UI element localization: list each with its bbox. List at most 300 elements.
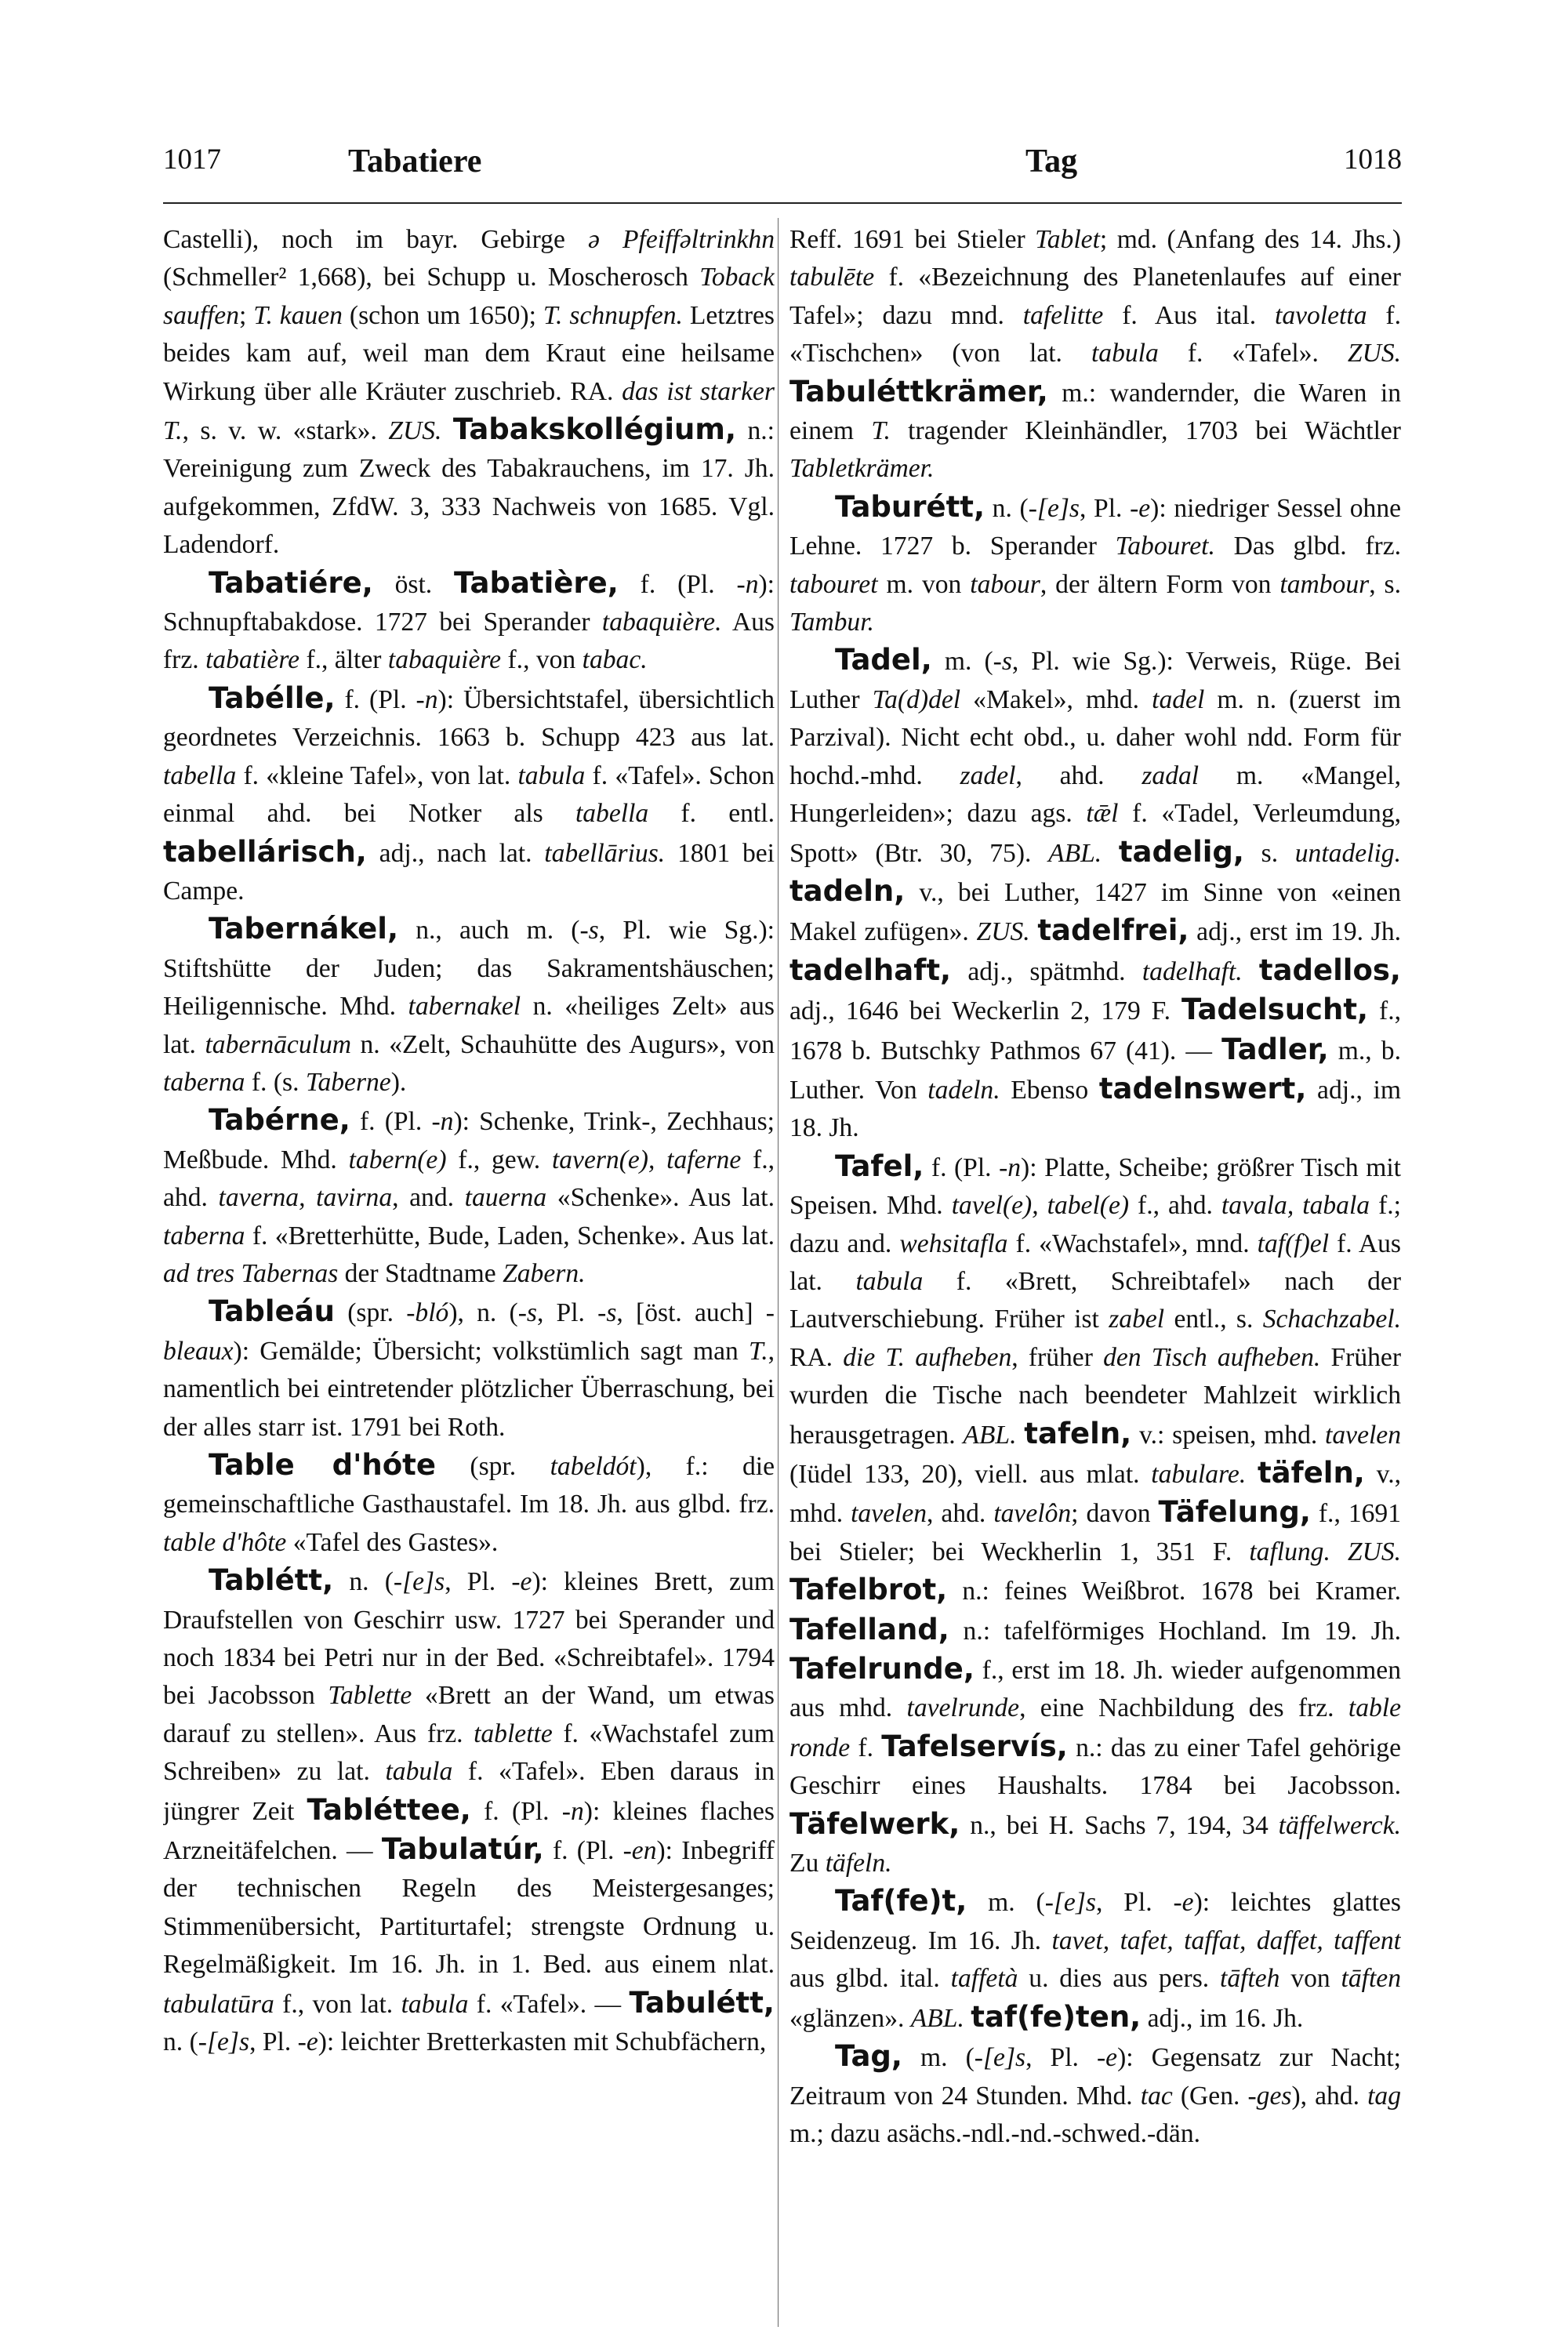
dictionary-entry — [789, 488, 1401, 642]
headword: Tabulatúr, — [381, 1832, 544, 1867]
entry-text: , s. — [1369, 569, 1401, 599]
italic-text: tabeldót — [550, 1452, 637, 1481]
left-column — [163, 221, 775, 2322]
headword: tafeln, — [1024, 1416, 1132, 1450]
entry-text: f., 1678 b. Butschky Pathmos 67 (41). — — [789, 996, 1401, 1065]
entry-text: f. (Pl. — [618, 569, 737, 599]
dictionary-entry — [163, 1446, 775, 1562]
entry-text — [1330, 1537, 1348, 1566]
headword: Tadler, — [1221, 1032, 1329, 1066]
entry-text: adj., nach lat. — [366, 838, 545, 868]
italic-text: -[e]s — [1028, 493, 1080, 523]
entry-text: n. ( — [333, 1567, 394, 1597]
headword: Täfelung, — [1158, 1495, 1311, 1530]
entry-text: f. (Pl. — [924, 1152, 1000, 1182]
italic-text: Tambur. — [789, 608, 874, 637]
right-column — [789, 221, 1401, 2322]
italic-text: ABL. — [1048, 838, 1102, 868]
headword: Tafelrunde, — [789, 1652, 975, 1686]
italic-text: tabulatūra — [163, 1989, 274, 2019]
headword: Tafelland, — [789, 1612, 949, 1646]
entry-text: 1801 bei Campe. — [163, 838, 775, 906]
entry-text: «glänzen». — [789, 2003, 911, 2033]
entry-text: f., ahd. — [1129, 1191, 1221, 1221]
italic-text: tabula — [1091, 339, 1159, 368]
entry-text: ): leichtes glattes Seidenzeug. Im 16. Jh. — [789, 1888, 1401, 1955]
headword: tabellárisch, — [163, 834, 367, 869]
dictionary-entry — [163, 910, 775, 1102]
italic-text: -ges — [1247, 2081, 1292, 2111]
entry-text: f. «Bezeichnung des Planetenlaufes auf einer Tafel»; dazu mnd. — [789, 263, 1401, 330]
italic-text: tabella — [575, 799, 649, 829]
entry-text: «Brett an der Wand, um etwas darauf zu stellen». Aus frz. — [163, 1681, 775, 1748]
italic-text: den Tisch aufheben. — [1103, 1342, 1321, 1372]
headword: Tabélle, — [209, 681, 336, 715]
entry-text: , der ältern Form von — [1040, 569, 1280, 599]
italic-text: -[e]s — [198, 2027, 250, 2057]
italic-text: tabernakel — [408, 992, 521, 1022]
page-number-left: 1017 — [163, 143, 221, 176]
italic-text: taberna — [163, 1221, 245, 1250]
italic-text: tavern(e), taferne — [551, 1145, 742, 1174]
entry-text: , [öst. auch] — [616, 1298, 766, 1328]
headword: Tafelbrot, — [789, 1573, 948, 1607]
entry-text: (spr. — [435, 1452, 550, 1481]
entry-text: (spr. — [335, 1298, 407, 1328]
entry-text — [1102, 839, 1119, 868]
italic-text: zadal — [1142, 760, 1200, 790]
entry-text: n., auch m. ( — [398, 916, 580, 946]
entry-text: ). — [390, 1067, 407, 1097]
italic-text: tabula — [385, 1757, 453, 1787]
entry-text: f. (s. — [245, 1067, 306, 1097]
entry-text: f. (Pl. — [335, 684, 416, 714]
entry-text: , Pl. — [445, 1567, 512, 1597]
italic-text: tavoletta — [1275, 300, 1367, 330]
entry-text: f. «Tafel». — [1158, 339, 1348, 368]
italic-text: zabel — [1109, 1305, 1165, 1334]
italic-text: die T. aufheben — [843, 1342, 1012, 1372]
entry-text: f. — [850, 1733, 882, 1762]
dictionary-entry — [789, 1148, 1401, 1883]
italic-text: tablette — [474, 1719, 553, 1748]
entry-text: (Iüdel 133, 20), viell. aus mlat. — [789, 1460, 1152, 1489]
entry-text: RA. — [789, 1342, 844, 1372]
entry-text: , früher — [1011, 1342, 1104, 1372]
italic-text: zadel — [960, 760, 1016, 790]
italic-text: tac — [1140, 2081, 1173, 2111]
entry-text: , ahd. — [1015, 760, 1142, 790]
italic-text: tavelen — [1325, 1420, 1401, 1450]
italic-text: tauerna — [464, 1183, 547, 1213]
headword: Tafel, — [835, 1149, 924, 1183]
italic-text: -n — [416, 684, 438, 714]
entry-text: f.; dazu and. — [789, 1191, 1401, 1258]
italic-text: tabula — [517, 760, 586, 790]
italic-text: tabern(e) — [348, 1145, 447, 1174]
entry-text: Ebenso — [1000, 1075, 1099, 1105]
italic-text: T. schnupfen. — [543, 300, 683, 330]
italic-text: taberna — [163, 1067, 245, 1097]
entry-text: ): Platte, Scheibe; größrer Tisch mit Speisen. Mhd. — [789, 1152, 1401, 1221]
italic-text: taflung. — [1249, 1537, 1330, 1566]
italic-text: Zabern. — [503, 1258, 586, 1288]
headword: Tafelservís, — [881, 1729, 1068, 1763]
entry-text: f. «Tafel». Schon einmal ahd. bei Notker als — [163, 760, 775, 829]
entry-text: der Stadtname — [338, 1258, 503, 1288]
entry-text: f. «Tafel». Eben daraus in jüngrer Zeit — [163, 1757, 775, 1826]
dictionary-entry — [789, 221, 1401, 488]
running-head-right: Tag — [1025, 143, 1078, 180]
dictionary-entry — [163, 1293, 775, 1446]
italic-text: Tablet — [1035, 225, 1100, 254]
entry-text: ), ahd. — [1291, 2081, 1368, 2111]
italic-text: tabouret — [789, 569, 878, 599]
headword: Tadelsucht, — [1181, 993, 1369, 1027]
entry-text: Zu — [789, 1849, 826, 1878]
entry-text: f. «Tafel». — — [468, 1989, 630, 2019]
entry-text: Reff. 1691 bei Stieler — [789, 225, 1036, 254]
italic-text: -en — [622, 1836, 657, 1866]
entry-text: f. «Tischchen» (von lat. — [789, 300, 1401, 368]
entry-text: f. (Pl. — [543, 1836, 623, 1866]
headword: Tag, — [835, 2039, 902, 2074]
entry-text: ), f.: die gemeinschaftliche Gasthaustafel. Im 18. Jh. aus glbd. frz. — [163, 1452, 775, 1519]
entry-text: , and. — [392, 1183, 465, 1213]
italic-text: tabatière — [205, 645, 300, 675]
italic-text: table ronde — [789, 1693, 1401, 1762]
entry-text: m. «Mangel, Hungerleiden»; dazu ags. — [789, 760, 1401, 829]
entry-text: f. Aus ital. — [1103, 300, 1276, 330]
entry-text: , Pl. — [1025, 2043, 1097, 2073]
dictionary-entry — [163, 680, 775, 910]
headword: tadelnswert, — [1098, 1071, 1307, 1105]
entry-text: , Pl. — [536, 1298, 598, 1328]
entry-text: ): Gemälde; Übersicht; volkstümlich sagt man — [233, 1336, 750, 1366]
entry-text: m. von — [877, 569, 971, 599]
italic-text: ZUS. — [388, 416, 442, 446]
italic-text: -e — [1173, 1888, 1194, 1918]
entry-text: ): kleines flaches Arzneitäfelchen. — — [163, 1796, 775, 1866]
headword: Tablétt, — [209, 1563, 334, 1598]
entry-text: adj., im 18. Jh. — [789, 1075, 1401, 1143]
entry-text: öst. — [372, 569, 455, 599]
entry-text: , ahd. — [927, 1499, 994, 1529]
headword: tadelhaft, — [789, 953, 952, 987]
headword: täfeln, — [1257, 1456, 1365, 1490]
entry-text — [1017, 1421, 1025, 1450]
italic-text: das ist starker T. — [163, 376, 775, 446]
headword: Tabernákel, — [209, 912, 399, 946]
italic-text: -n — [736, 569, 759, 599]
entry-text: , s. v. w. «stark». — [182, 416, 389, 446]
headword: Täfelwerk, — [789, 1806, 960, 1841]
entry-text: adj., spätmhd. — [951, 956, 1142, 986]
entry-text: (Schmeller² 1,668), bei Schupp u. Moscherosch — [163, 263, 700, 292]
dictionary-entry — [789, 1882, 1401, 2038]
italic-text: -s — [993, 647, 1012, 677]
italic-text: Tabouret. — [1115, 532, 1215, 561]
italic-text: tabour — [970, 569, 1040, 599]
entry-text: entl., s. — [1164, 1305, 1263, 1334]
italic-text: ZUS. — [976, 917, 1030, 947]
dictionary-entry — [163, 221, 775, 564]
entry-text: m. ( — [967, 1888, 1045, 1918]
headword: tadellos, — [1258, 953, 1401, 987]
italic-text: Schachzabel. — [1262, 1305, 1401, 1334]
italic-text: taverna, tavirna — [218, 1183, 393, 1213]
entry-text: n.: das zu einer Tafel gehörige Geschirr eines Haushalts. 1784 bei Jacobsson. — [789, 1733, 1401, 1801]
entry-text: ): Übersichtstafel, übersichtlich geordnetes Verzeichnis. 1663 b. Schupp 423 aus lat. — [163, 684, 775, 753]
entry-text: n.: tafelförmiges Hochland. Im 19. Jh. — [949, 1616, 1401, 1646]
entry-text: ; — [239, 300, 254, 330]
entry-text: f., erst im 18. Jh. wieder aufgenommen aus mhd. — [789, 1656, 1401, 1723]
italic-text: -bló — [406, 1298, 449, 1328]
italic-text: tabaquière — [387, 645, 502, 675]
headword: tadelfrei, — [1037, 913, 1189, 948]
entry-text: adj., erst im 19. Jh. — [1189, 917, 1401, 947]
italic-text: -n — [561, 1796, 584, 1826]
entry-text: Das glbd. frz. — [1214, 532, 1401, 561]
page-header — [163, 145, 1402, 195]
entry-text: v.: speisen, mhd. — [1131, 1420, 1326, 1450]
entry-text: f., 1691 bei Stieler; bei Weckherlin 1, 351 F. — [789, 1499, 1401, 1566]
headword: Tadel, — [835, 643, 932, 677]
entry-text: m. ( — [931, 647, 993, 677]
entry-text: n.: feines Weißbrot. 1678 bei Kramer. — [947, 1577, 1401, 1606]
entry-text: f. «Bretterhütte, Bude, Laden, Schenke». Aus lat. — [245, 1221, 775, 1250]
entry-text: f. «Wachstafel zum Schreiben» zu lat. — [163, 1719, 775, 1787]
entry-text: , Pl. wie Sg.): Verweis, Rüge. Bei Luther — [789, 647, 1401, 714]
headword: Tabulétt, — [629, 1985, 775, 2020]
italic-text: tabac. — [582, 645, 648, 675]
italic-text: table d'hôte — [163, 1527, 287, 1557]
entry-text: n.: Vereinigung zum Zweck des Tabakrauchens, im 17. Jh. aufgekommen, ZfdW. 3, 333 Nachweis von 1685. Vgl. Ladendorf. — [163, 416, 775, 560]
entry-text: f., von lat. — [274, 1989, 401, 2019]
header-rule — [163, 202, 1402, 204]
entry-text: «Schenke». Aus lat. — [546, 1183, 775, 1213]
entry-text: m. ( — [902, 2043, 975, 2073]
entry-text: m. n. (zuerst im Parzival). Nicht echt obd., u. daher wohl ndd. Form für hochd.-mhd. — [789, 684, 1401, 790]
entry-text: s. — [1243, 838, 1295, 868]
italic-text: -n — [999, 1152, 1022, 1182]
italic-text: tabula — [855, 1266, 924, 1296]
headword: taf(fe)ten, — [971, 1999, 1142, 2034]
entry-text: , namentlich bei eintretender plötzlicher Überraschung, bei der alles starr ist. 1791 bei Roth. — [163, 1336, 775, 1442]
italic-text: ə Pfeiffəltrinkhn — [588, 225, 775, 254]
italic-text: tavelôn — [993, 1499, 1072, 1529]
italic-text: tag — [1367, 2081, 1401, 2111]
column-divider — [778, 218, 779, 2327]
entry-text: ): kleines Brett, zum Draufstellen von Geschirr usw. 1727 bei Sperander und noch 1834 bei Petri nur in der Bed. «Schreibtafel». 1794 bei Jacobsson — [163, 1567, 775, 1711]
italic-text: -e — [297, 2027, 318, 2057]
italic-text: tabulare. — [1151, 1460, 1247, 1489]
italic-text: tavet, tafet, taffat, daffet, taffent — [1051, 1926, 1401, 1955]
entry-text: f. «Wachstafel», mnd. — [1007, 1229, 1258, 1258]
entry-text: f., älter — [299, 645, 388, 675]
entry-text: n. «heiliges Zelt» aus lat. — [163, 992, 775, 1059]
entry-text — [1030, 917, 1038, 946]
italic-text: -n — [431, 1107, 454, 1137]
entry-text: n., bei H. Sachs 7, 194, 34 — [960, 1810, 1279, 1840]
entry-text — [441, 416, 452, 445]
dictionary-entry — [789, 641, 1401, 1147]
entry-text: ): Schnupftabakdose. 1727 bei Sperander — [163, 569, 775, 637]
italic-text: tabaquière. — [601, 608, 722, 637]
entry-text: adj., 1646 bei Weckerlin 2, 179 F. — [789, 996, 1181, 1026]
headword: Table d'hóte — [209, 1448, 436, 1482]
italic-text: täffelwerck. — [1278, 1810, 1401, 1840]
entry-text: tragender Kleinhändler, 1703 bei Wächtler — [890, 416, 1401, 446]
italic-text: tāfteh — [1220, 1964, 1280, 1994]
entry-text: ): Gegensatz zur Nacht; Zeitraum von 24 Stunden. Mhd. — [789, 2043, 1401, 2111]
headword: Tabérne, — [209, 1103, 350, 1138]
entry-text: Letztres beides kam auf, weil man dem Kraut eine heilsame Wirkung über alle Kräuter zuschrieb. RA. — [163, 300, 775, 406]
entry-text: f. «kleine Tafel», von lat. — [236, 760, 518, 790]
entry-text: (schon um 1650); — [342, 300, 543, 330]
entry-text: , Pl. — [1080, 493, 1131, 523]
italic-text: ad tres Tabernas — [163, 1258, 339, 1288]
entry-text: n. ( — [985, 493, 1029, 523]
italic-text: tāften — [1341, 1964, 1401, 1994]
italic-text: tambour — [1279, 569, 1370, 599]
entry-text: n. ( — [163, 2027, 198, 2057]
italic-text: tafelitte — [1022, 300, 1104, 330]
italic-text: Toback sauffen — [163, 263, 775, 330]
headword: Tableáu — [209, 1294, 336, 1329]
headword: Tabatière, — [454, 565, 619, 600]
entry-text: ): Inbegriff der technischen Regeln des Meistergesanges; Stimmenübersicht, Partiturtafel; strengste Ordnung u. Regelmäßigkeit. Im 16. Jh. in 1. Bed. aus einem nlat. — [163, 1836, 775, 1980]
entry-text: f. (Pl. — [470, 1796, 562, 1826]
entry-text: , eine Nachbildung des frz. — [1019, 1693, 1348, 1723]
entry-text: f., ahd. — [163, 1145, 775, 1213]
headword: Tabatiére, — [209, 565, 373, 600]
italic-text: tabellārius. — [544, 838, 666, 868]
entry-text: f., von — [501, 645, 583, 675]
italic-text: tavelen — [851, 1499, 927, 1529]
entry-text: , Pl. — [1095, 1888, 1174, 1918]
italic-text: -e — [1097, 2043, 1118, 2073]
entry-text: adj., im 16. Jh. — [1141, 2003, 1304, 2033]
dictionary-entry — [789, 2038, 1401, 2153]
italic-text: tavelrunde — [906, 1693, 1020, 1723]
italic-text: -e — [1130, 493, 1151, 523]
italic-text: taffetà — [950, 1964, 1018, 1994]
italic-text: untadelig. — [1294, 838, 1401, 868]
italic-text: -e — [511, 1567, 532, 1597]
headword: Tabakskollégium, — [452, 412, 737, 447]
entry-text: m., b. Luther. Von — [789, 1036, 1401, 1105]
entry-text: ): niedriger Sessel ohne Lehne. 1727 b. Sperander — [789, 493, 1401, 561]
italic-text: ZUS. — [1347, 339, 1401, 368]
entry-text: ): Schenke, Trink-, Zechhaus; Meßbude. Mhd. — [163, 1107, 775, 1174]
entry-text: «Tafel des Gastes». — [286, 1527, 499, 1557]
italic-text: tadeln. — [927, 1075, 1000, 1105]
italic-text: ZUS. — [1347, 1537, 1401, 1566]
entry-text: u. dies aus pers. — [1018, 1964, 1220, 1994]
entry-text: Aus frz. — [163, 608, 775, 675]
entry-text: f. «Brett, Schreibtafel» nach der Lautverschiebung. Früher ist — [789, 1266, 1401, 1334]
dictionary-entry — [163, 1102, 775, 1293]
entry-text: «Makel», mhd. — [960, 684, 1152, 714]
entry-text: ), n. ( — [448, 1298, 518, 1328]
dictionary-entry — [163, 1562, 775, 2061]
entry-text: ; davon — [1071, 1499, 1159, 1529]
entry-text: f. entl. — [648, 799, 775, 829]
dictionary-entry — [163, 564, 775, 680]
entry-text — [1243, 957, 1259, 986]
entry-text: f. «Tadel, Verleumdung, Spott» (Btr. 30, 75). — [789, 799, 1401, 868]
italic-text: T. — [749, 1336, 768, 1366]
headword: tadelig, — [1118, 834, 1244, 869]
italic-text: -s — [579, 916, 599, 946]
italic-text: tabernāculum — [205, 1029, 351, 1059]
italic-text: Tablette — [328, 1681, 412, 1711]
entry-text: , Pl. — [249, 2027, 298, 2057]
page-number-right: 1018 — [1344, 143, 1402, 176]
entry-text: Castelli), noch im bayr. Gebirge — [163, 225, 589, 254]
entry-text: v., mhd. — [789, 1460, 1401, 1529]
headword: Taf(fe)t, — [835, 1884, 967, 1918]
running-head-left: Tabatiere — [348, 143, 482, 180]
entry-text: m.; dazu asächs.-ndl.-nd.-schwed.-dän. — [789, 2118, 1201, 2148]
italic-text: täfeln. — [825, 1849, 892, 1878]
entry-text: v., bei Luther, 1427 im Sinne von «einen Makel zufügen». — [789, 877, 1401, 947]
entry-text: f. (Pl. — [350, 1107, 432, 1137]
entry-text: m.: wandernder, die Waren in einem — [789, 378, 1401, 446]
headword: Tabléttee, — [307, 1792, 471, 1827]
entry-text: von — [1279, 1964, 1341, 1994]
italic-text: tavala, tabala — [1221, 1191, 1370, 1221]
italic-text: ABL. — [910, 2003, 964, 2033]
entry-text: aus glbd. ital. — [789, 1964, 951, 1994]
entry-text: , Pl. wie Sg.): Stiftshütte der Juden; das Sakramentshäuschen; Heiligennische. Mhd. — [163, 916, 775, 1022]
italic-text: Ta(d)del — [872, 684, 961, 714]
italic-text: tadel — [1152, 684, 1205, 714]
entry-text: ): leichter Bretterkasten mit Schubfächern, — [318, 2027, 767, 2057]
headword: tadeln, — [789, 873, 906, 908]
italic-text: tadelhaft. — [1142, 956, 1243, 986]
italic-text: Tabletkrämer. — [789, 454, 935, 484]
italic-text: wehsitafla — [899, 1229, 1008, 1258]
entry-text: ; md. (Anfang des 14. Jhs.) — [1099, 225, 1401, 254]
italic-text: tabella — [163, 760, 237, 790]
headword: Taburétt, — [835, 489, 985, 524]
italic-text: tabulēte — [789, 263, 875, 292]
entry-text: Früher wurden die Tische nach beendeter Mahlzeit wirklich herausgetragen. — [789, 1342, 1401, 1450]
italic-text: T. — [871, 416, 891, 446]
entry-text: f. Aus lat. — [789, 1229, 1401, 1296]
entry-text: (Gen. — [1172, 2081, 1248, 2111]
italic-text: -s — [517, 1298, 537, 1328]
italic-text: tavel(e), tabel(e) — [951, 1191, 1130, 1221]
italic-text: -[e]s — [974, 2043, 1026, 2073]
italic-text: -bleaux — [163, 1298, 775, 1366]
italic-text: ABL. — [963, 1420, 1017, 1450]
entry-text: n. «Zelt, Schauhütte des Augurs», von — [351, 1029, 775, 1059]
italic-text: -s — [597, 1298, 617, 1328]
entry-text: f., gew. — [446, 1145, 552, 1174]
italic-text: -[e]s — [1044, 1888, 1096, 1918]
italic-text: tabula — [401, 1989, 469, 2019]
italic-text: T. kauen — [253, 300, 343, 330]
entry-text — [1246, 1460, 1258, 1489]
italic-text: tǣl — [1086, 799, 1119, 829]
headword: Tabuléttkrämer, — [789, 374, 1048, 408]
italic-text: taf(f)el — [1257, 1229, 1330, 1258]
italic-text: -[e]s — [393, 1567, 445, 1597]
italic-text: Taberne — [305, 1067, 391, 1097]
